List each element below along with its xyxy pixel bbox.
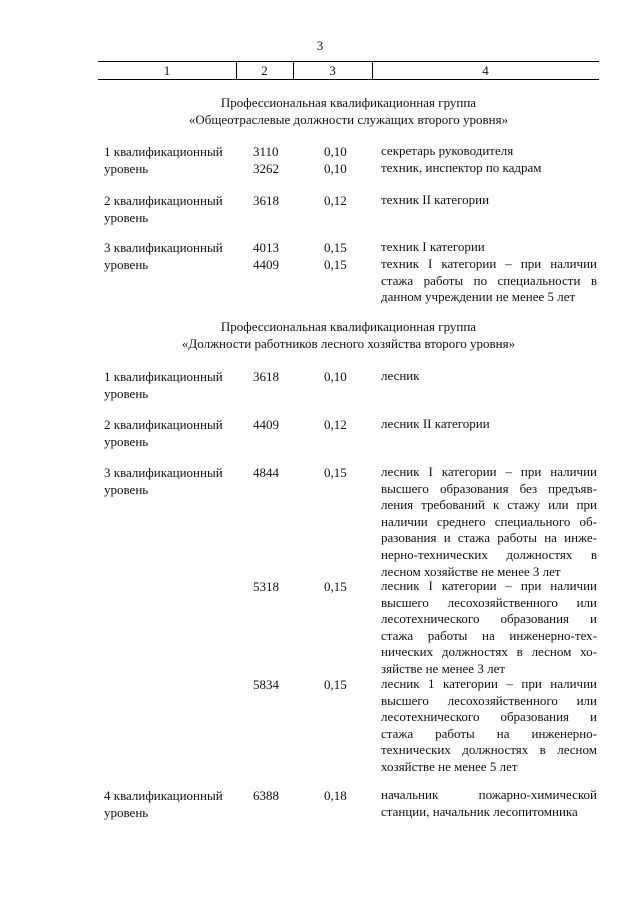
position-line: разования и стажа работы на инже- — [381, 530, 597, 546]
position-code: 3262 — [253, 161, 279, 176]
coefficient: 0,10 — [324, 144, 347, 159]
position-line: хозяйстве не менее 5 лет — [381, 758, 518, 774]
group-title-line: «Общеотраслевые должности служащих второго уровня» — [188, 112, 509, 127]
position-line: лесник 1 категории – при наличии — [381, 676, 597, 691]
coefficient: 0,15 — [324, 465, 347, 480]
qualification-level — [104, 368, 244, 402]
position-line: лесник — [381, 368, 420, 383]
position-title — [381, 676, 597, 776]
level-line: уровень — [104, 210, 149, 225]
position-line: техник II категории — [381, 192, 490, 207]
coefficient: 0,15 — [324, 240, 347, 255]
position-code: 5318 — [253, 579, 279, 594]
group-title-line: «Должности работников лесного хозяйства второго уровня» — [181, 336, 516, 351]
position-title — [381, 160, 597, 177]
position-code: 3110 — [253, 144, 279, 159]
qualification-level — [104, 239, 244, 273]
qualification-level — [104, 416, 244, 450]
qualification-level — [104, 192, 244, 226]
group-title — [98, 318, 599, 352]
position-line: стажа работы по специальности в — [381, 272, 597, 288]
position-line: стажа работы на инженерно- — [381, 725, 597, 741]
column-header-2: 2 — [261, 63, 268, 78]
position-line: технических должностях в лесном — [381, 742, 597, 758]
level-line: 1 квалификационный — [104, 369, 223, 384]
group-title-line: Профессиональная квалификационная группа — [220, 319, 477, 334]
level-line: уровень — [104, 257, 149, 272]
position-line: станции, начальник лесопитомника — [381, 803, 578, 819]
position-code: 3618 — [253, 193, 279, 208]
coefficient: 0,18 — [324, 788, 347, 803]
column-header-3: 3 — [329, 63, 336, 78]
position-title — [381, 578, 597, 678]
qualification-level — [104, 143, 244, 177]
qualification-level — [104, 464, 244, 498]
position-line: лесном хозяйстве не менее 3 лет — [381, 563, 561, 579]
position-code: 3618 — [253, 369, 279, 384]
position-code: 6388 — [253, 788, 279, 803]
position-line: нических должностях в лесном хо- — [381, 644, 597, 660]
coefficient: 0,12 — [324, 193, 347, 208]
position-line: нерно-технических должностях в — [381, 546, 597, 562]
position-line: высшего образования без предъяв- — [381, 480, 597, 496]
group-title — [98, 94, 599, 128]
position-title — [381, 368, 597, 385]
position-code: 4844 — [253, 465, 279, 480]
level-line: 3 квалификационный — [104, 240, 223, 255]
position-line: лесотехнического образования и — [381, 709, 597, 725]
position-title — [381, 464, 597, 580]
level-line: 2 квалификационный — [104, 193, 223, 208]
position-title — [381, 239, 597, 256]
qualification-level — [104, 787, 244, 821]
position-code: 5834 — [253, 677, 279, 692]
page-number: 3 — [316, 38, 324, 53]
position-title — [381, 416, 597, 433]
group-title-line: Профессиональная квалификационная группа — [220, 95, 477, 110]
position-line: техник I категории – при наличии — [381, 256, 597, 271]
position-title — [381, 143, 597, 160]
position-code: 4409 — [253, 417, 279, 432]
position-line: высшего лесохозяйственного или — [381, 692, 597, 708]
coefficient: 0,10 — [324, 369, 347, 384]
position-line: наличии среднего специального об- — [381, 513, 597, 529]
position-title — [381, 256, 597, 306]
position-line: данном учреждении не менее 5 лет — [381, 289, 576, 305]
position-title — [381, 787, 597, 820]
position-code: 4409 — [253, 257, 279, 272]
level-line: 4 квалификационный — [104, 788, 223, 803]
level-line: уровень — [104, 434, 149, 449]
position-line: зяйстве не менее 3 лет — [381, 660, 506, 676]
coefficient: 0,12 — [324, 417, 347, 432]
position-title — [381, 192, 597, 209]
position-line: начальник пожарно-химической — [381, 787, 597, 802]
level-line: уровень — [104, 482, 149, 497]
column-header-row — [98, 61, 599, 80]
position-line: лесник I категории – при наличии — [381, 578, 597, 593]
position-line: лесотехнического образования и — [381, 611, 597, 627]
level-line: 3 квалификационный — [104, 465, 223, 480]
column-header-1: 1 — [163, 63, 171, 78]
coefficient: 0,10 — [324, 161, 347, 176]
level-line: 2 квалификационный — [104, 417, 223, 432]
level-line: уровень — [104, 386, 149, 401]
level-line: уровень — [104, 805, 149, 820]
column-header-4: 4 — [482, 63, 489, 78]
coefficient: 0,15 — [324, 257, 347, 272]
position-line: стажа работы на инженерно-тех- — [381, 627, 597, 643]
level-line: уровень — [104, 161, 149, 176]
position-line: техник I категории — [381, 239, 485, 254]
position-line: высшего лесохозяйственного или — [381, 594, 597, 610]
position-line: лесник II категории — [381, 416, 490, 431]
position-line: ления требований к стажу или при — [381, 497, 597, 513]
level-line: 1 квалификационный — [104, 144, 223, 159]
position-line: секретарь руководителя — [381, 143, 514, 158]
position-line: техник, инспектор по кадрам — [381, 160, 542, 175]
coefficient: 0,15 — [324, 579, 347, 594]
position-line: лесник I категории – при наличии — [381, 464, 597, 479]
position-code: 4013 — [253, 240, 279, 255]
coefficient: 0,15 — [324, 677, 347, 692]
